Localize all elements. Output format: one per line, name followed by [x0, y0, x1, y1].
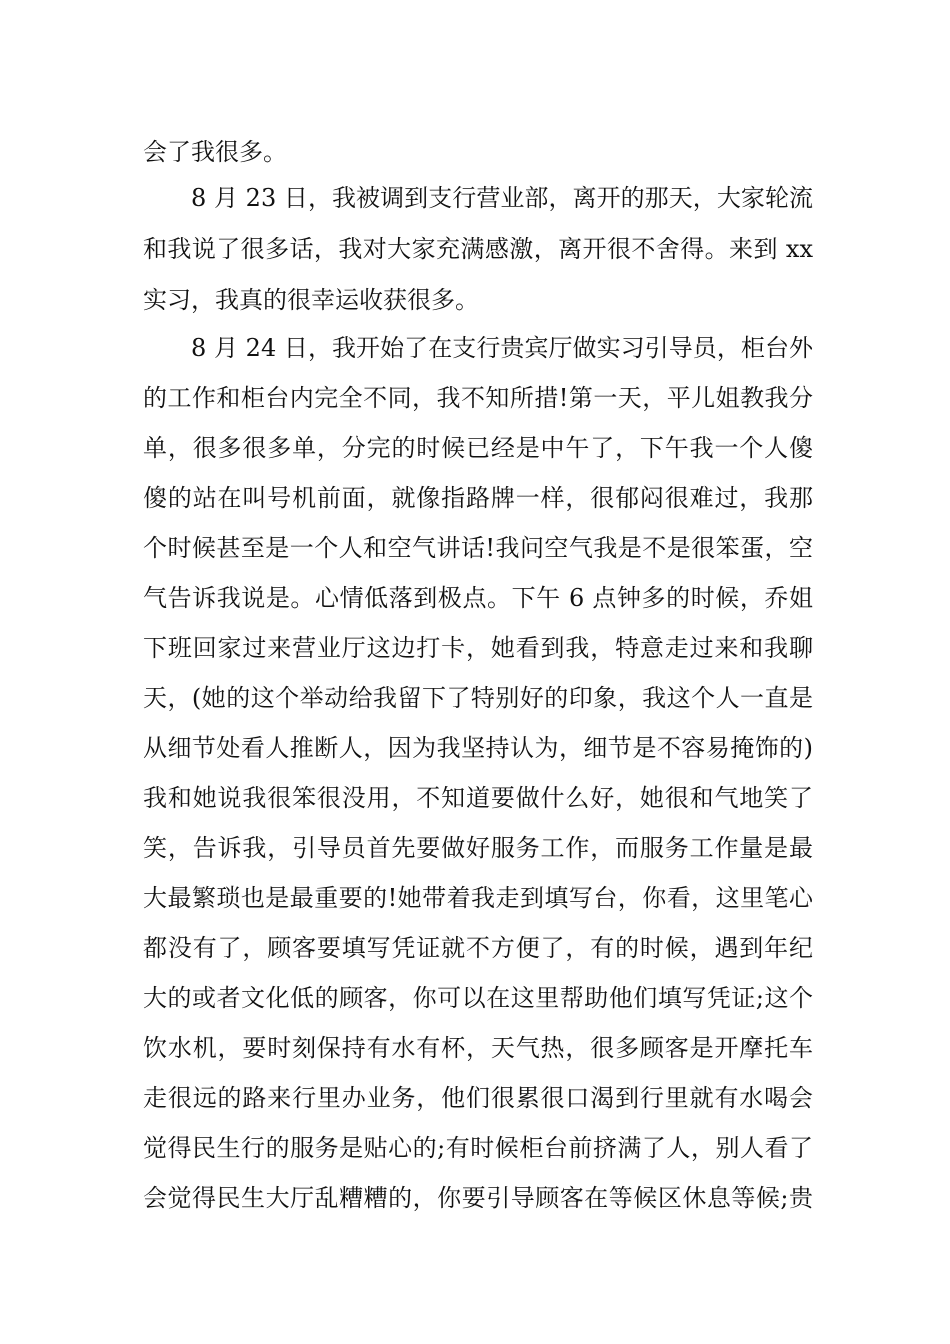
text-line: 和我说了很多话，我对大家充满感激，离开很不舍得。来到 xx [143, 235, 813, 263]
text-line: 走很远的路来行里办业务，他们很累很口渴到行里就有水喝会 [143, 1084, 813, 1112]
text-line: 饮水机，要时刻保持有水有杯，天气热，很多顾客是开摩托车 [143, 1034, 813, 1062]
text-line: 会觉得民生大厅乱糟糟的，你要引导顾客在等候区休息等候;贵 [143, 1184, 813, 1212]
text-line: 个时候甚至是一个人和空气讲话!我问空气我是不是很笨蛋，空 [143, 534, 813, 562]
text-line: 傻的站在叫号机前面，就像指路牌一样，很郁闷很难过，我那 [143, 484, 813, 512]
text-line: 大的或者文化低的顾客，你可以在这里帮助他们填写凭证;这个 [143, 984, 813, 1012]
text-line: 8 月 23 日，我被调到支行营业部，离开的那天，大家轮流 [191, 184, 813, 212]
text-line: 气告诉我说是。心情低落到极点。下午 6 点钟多的时候，乔姐 [143, 584, 813, 612]
text-line: 天，(她的这个举动给我留下了特别好的印象，我这个人一直是 [143, 684, 813, 712]
text-line: 我和她说我很笨很没用，不知道要做什么好，她很和气地笑了 [143, 784, 813, 812]
text-line: 的工作和柜台内完全不同，我不知所措!第一天，平儿姐教我分 [143, 384, 813, 412]
text-line: 8 月 24 日，我开始了在支行贵宾厅做实习引导员，柜台外 [191, 334, 813, 362]
text-line: 下班回家过来营业厅这边打卡，她看到我，特意走过来和我聊 [143, 634, 813, 662]
text-line: 单，很多很多单，分完的时候已经是中午了，下午我一个人傻 [143, 434, 813, 462]
text-line: 实习，我真的很幸运收获很多。 [143, 286, 479, 314]
text-line: 笑，告诉我，引导员首先要做好服务工作，而服务工作量是最 [143, 834, 813, 862]
text-line: 觉得民生行的服务是贴心的;有时候柜台前挤满了人，别人看了 [143, 1134, 813, 1162]
text-line: 大最繁琐也是最重要的!她带着我走到填写台，你看，这里笔心 [143, 884, 813, 912]
text-line: 从细节处看人推断人，因为我坚持认为，细节是不容易掩饰的) [143, 734, 813, 762]
text-line: 会了我很多。 [143, 138, 287, 166]
text-line: 都没有了，顾客要填写凭证就不方便了，有的时候，遇到年纪 [143, 934, 813, 962]
